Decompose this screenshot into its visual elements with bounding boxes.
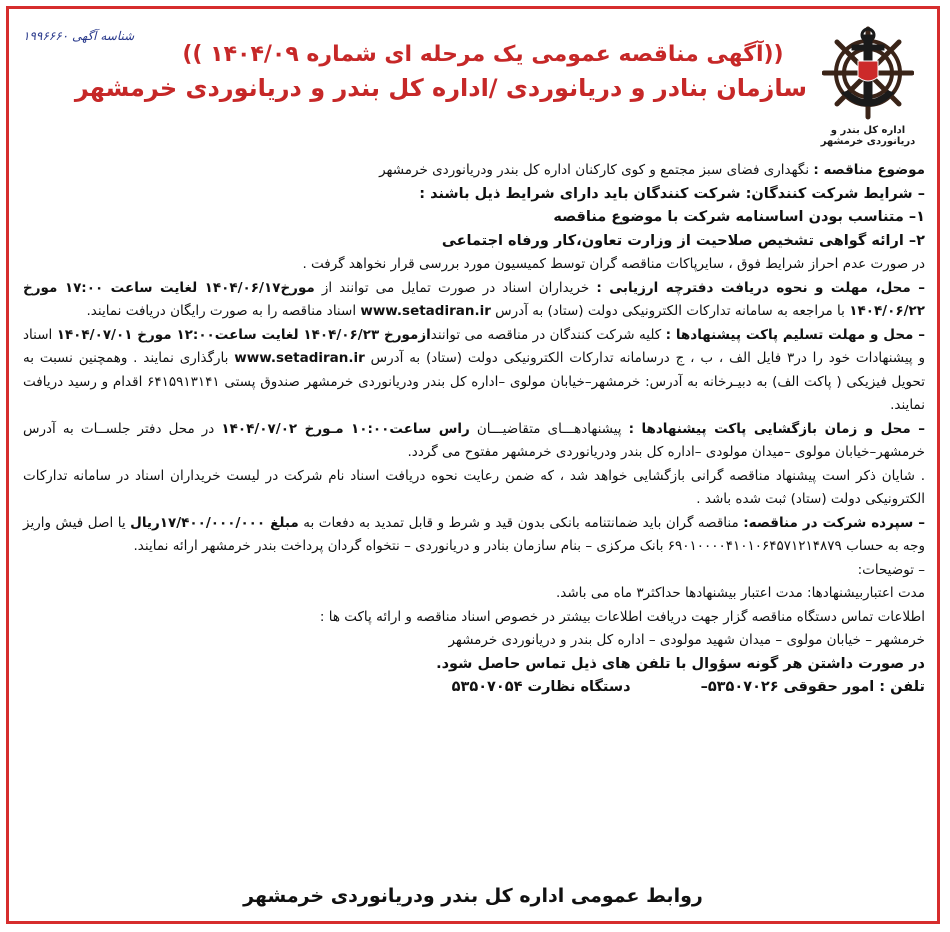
documents-text: با مراجعه به سامانه تدارکات الکترونیکی دولت (ستاد) به آدرس <box>490 303 850 319</box>
condition-item-1: ۱– متناسب بودن اساسنامه شرکت با موضوع مناقصه <box>553 209 925 225</box>
subject-label: موضوع مناقصه : <box>813 162 925 178</box>
documents-paragraph <box>23 277 925 324</box>
logo-caption: اداره کل بندر و دریانوردی خرمشهر <box>820 125 916 147</box>
submission-text: بارگذاری نمایند . <box>133 350 235 366</box>
submission-label: – محل و مهلت تسلیم پاکت پیشنهادها : <box>665 326 925 343</box>
documents-text: خریداران اسناد در صورت تمایل می توانند از <box>314 279 597 296</box>
submission-website[interactable]: www.setadiran.ir <box>234 350 365 366</box>
deposit-paragraph <box>23 512 925 559</box>
conditions-heading: – شرایط شرکت کنندگان: شرکت کنندگان باید دارای شرایط ذیل باشند : <box>419 185 925 202</box>
subject-paragraph <box>23 159 925 183</box>
deposit-text: یا اصل فیش واریز وجه به حساب ۶۹۰۱۰۰۰۰۴۱۰۱۰۶۴۵۷۱۲۱۴۸۷۹ بانک مرکزی – بنام سازمان بنادر و دریانوردی – نتخواه گردان پرداخت بندر خرمشهر ارائه نمایند. <box>23 514 925 554</box>
eligibility-note: . شایان ذکر است پیشنهاد مناقصه گرانی بازگشایی خواهد شد ، که ضمن رعایت نحوه دریافت اسناد نام شرکت در لیست خریداران اسناد در سامانه تدارکات الکترونیکی دولت (ستاد) ثبت شده باشد . <box>23 467 925 507</box>
anchor-ship-wheel-emblem-icon <box>822 23 914 123</box>
validity-note: مدت اعتباربیشنهادها: مدت اعتبار بیشنهادها حداکثر۳ ماه می باشد. <box>555 585 925 601</box>
documents-website[interactable]: www.setadiran.ir <box>360 303 491 319</box>
address-note: خرمشهر – خیابان مولوی – میدان شهید مولودی – اداره کل بندر و دریانوردی خرمشهر <box>448 632 925 648</box>
opening-text: پیشنهادهـــای متقاضیـــان <box>469 420 629 437</box>
submission-paragraph <box>23 324 925 418</box>
notice-title: ((آگهی مناقصه عمومی یک مرحله ای شماره ۱۴۰۴/۰۹ )) <box>182 42 784 67</box>
deposit-label: – سپرده شرکت در مناقصه: <box>743 514 925 531</box>
phone-row <box>23 676 925 700</box>
supervision-phone: دستگاه نظارت ۵۳۵۰۷۰۵۴ <box>451 679 631 695</box>
submission-dates: ازمورخ ۱۴۰۴/۰۶/۲۳ لغایت ساعت۱۲:۰۰ مورخ ۱۴۰۴/۰۷/۰۱ <box>56 326 431 343</box>
header <box>74 39 807 105</box>
ad-id: شناسه آگهی ۱۹۹۶۶۶۰ <box>23 29 135 43</box>
condition-item-2: ۲– ارائه گواهی تشخیص صلاحیت از وزارت تعاون،کار ورفاه اجتماعی <box>441 232 925 249</box>
deposit-text: مناقصه گران باید ضمانتنامه بانکی بدون قید و شرط و قابل تمدید به دفعات به <box>298 514 744 531</box>
opening-label: – محل و زمان بازگشایی پاکت پیشنهادها : <box>628 420 925 437</box>
opening-time: راس ساعت۱۰:۰۰ مـورخ ۱۴۰۴/۰۷/۰۲ <box>221 420 470 437</box>
opening-text: در محل دفتر جلســات به آدرس خرمشهر–خیابان مولوی –میدان مولودی –اداره کل بندر ودریانوردی خرمشهر مفتوح می گردد. <box>23 420 925 460</box>
logo <box>813 23 923 153</box>
public-relations-signature: روابط عمومی اداره کل بندر ودریانوردی خرمشهر <box>243 885 703 907</box>
legal-phone: تلفن : امور حقوقی ۵۳۵۰۷۰۲۶– <box>700 679 925 695</box>
documents-label: – محل، مهلت و نحوه دریافت دفترچه ارزیابی : <box>596 279 926 296</box>
organization-name: سازمان بنادر و دریانوردی /اداره کل بندر و دریانوردی خرمشهر <box>74 74 807 102</box>
contact-info-note: اطلاعات تماس دستگاه مناقصه گزار جهت دریافت اطلاعات بیشتر در خصوص اسناد مناقصه و ارائه پاکت ها : <box>319 608 925 625</box>
notes-heading: – توضیحات: <box>857 561 925 578</box>
documents-text: اسناد مناقصه را به صورت رایگان دریافت نمایند. <box>86 303 361 319</box>
subject-text: نگهداری فضای سبز مجتمع و کوی کارکنان اداره کل بندر ودریانوردی خرمشهر <box>379 162 814 178</box>
submission-text: اسناد و پیشنهادات خود را در۳ فایل الف ، ب ، ج درسامانه تدارکات الکترونیکی دولت (ستاد) به آدرس <box>23 326 925 366</box>
notice-body <box>23 159 925 700</box>
submission-text: وهمچنین نسبت به تحویل فیزیکی ( پاکت الف) به دبیـرخانه به آدرس: خرمشهر–خیابان مولوی –اداره کل بندر ودریانوردی خرمشهر صندوق پستی ۶۴۱۵۹۱۳۱۴۱ اقدام و رسید دریافت نمایند. <box>23 350 925 413</box>
conditions-note: در صورت عدم احراز شرایط فوق ، سایرپاکات مناقصه گران توسط کمیسیون مورد بررسی قرار نخواهد گرفت . <box>302 256 925 272</box>
opening-paragraph <box>23 418 925 465</box>
documents-dates: مورخ۱۴۰۴/۰۶/۱۷ لغایت ساعت ۱۷:۰۰ مورخ ۱۴۰۴/۰۶/۲۲ <box>23 279 925 319</box>
notice-frame <box>6 6 940 924</box>
question-note: در صورت داشتن هر گونه سؤوال با تلفن های ذیل تماس حاصل شود. <box>436 655 925 672</box>
deposit-amount: مبلغ ۱۷/۴۰۰/۰۰۰/۰۰۰ریال <box>130 514 299 531</box>
submission-text: کلیه شرکت کنندگان در مناقصه می توانند <box>430 326 666 343</box>
